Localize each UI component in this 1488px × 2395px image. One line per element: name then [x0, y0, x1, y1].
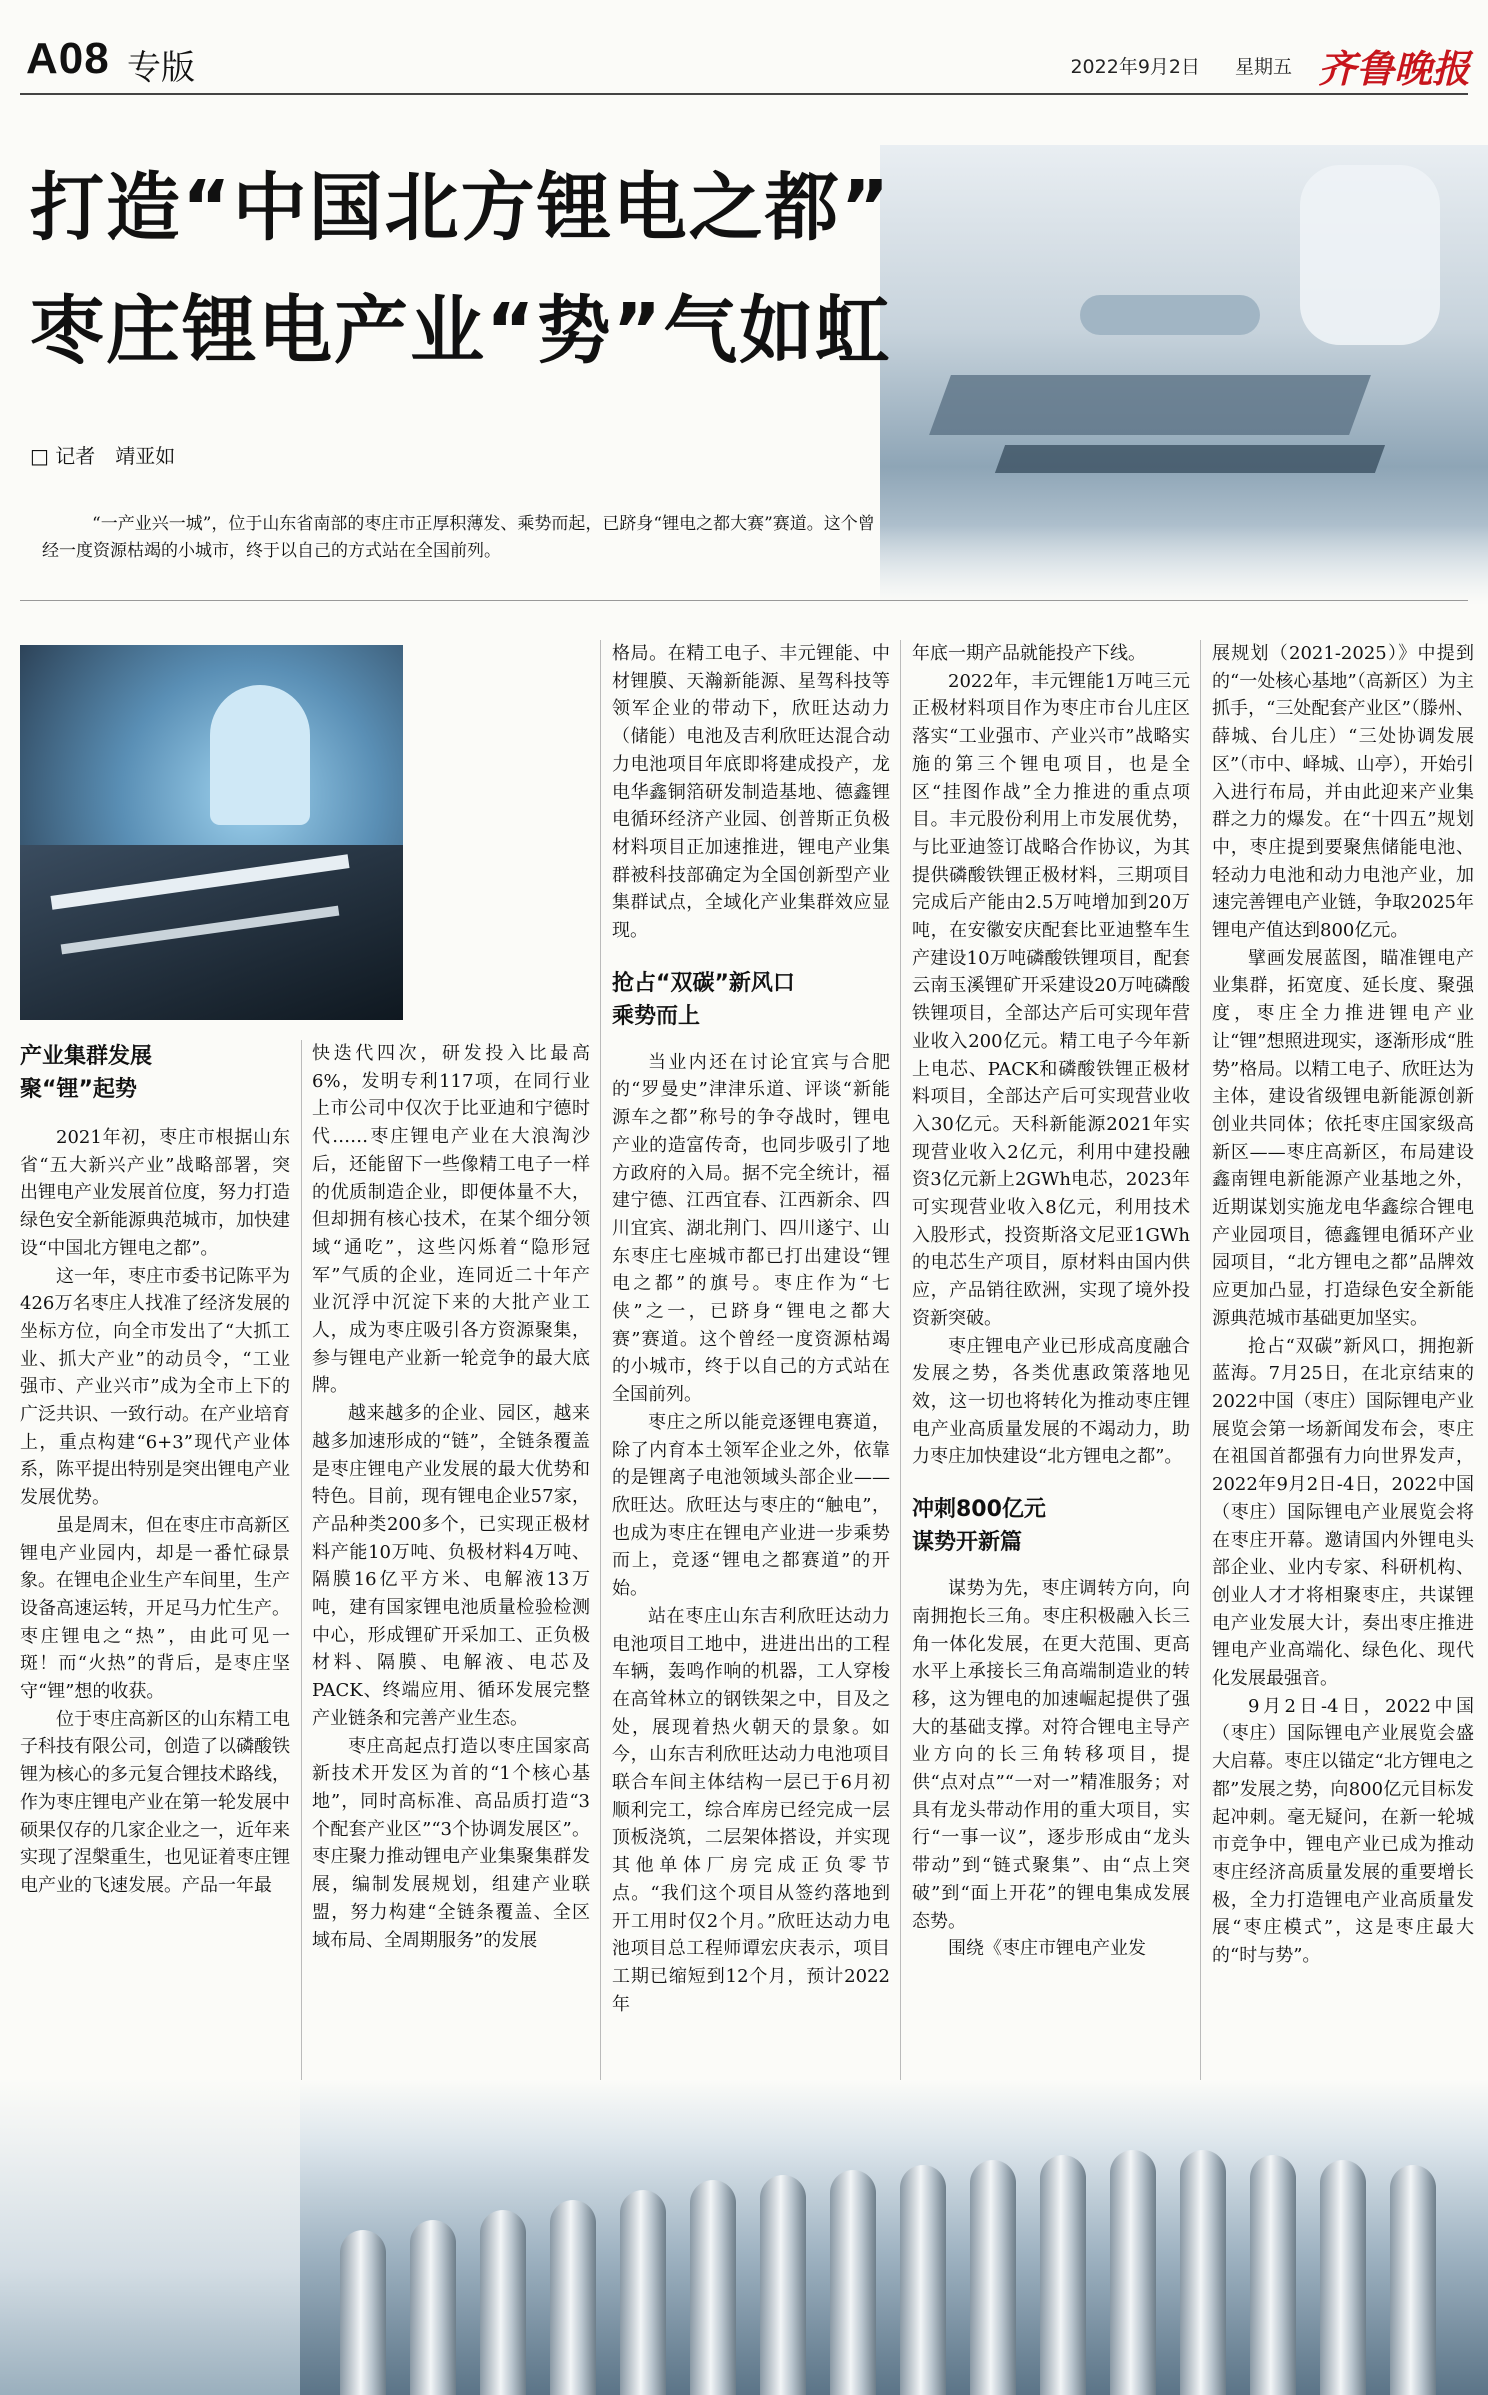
paragraph: 越来越多的企业、园区，越来越多加速形成的“链”，全链条覆盖是枣庄锂电产业发展的最大优势和特色。目前，现有锂电企业57家，产品种类200多个，已实现正极材料产能10万吨、负极材料4万吨、隔膜16亿平方米、电解液13万吨，建有国家锂电池质量检验检测中心，形成锂矿开采加工、正负极材料、隔膜、电解液、电芯及PACK、终端应用、循环发展完整产业链条和完善产业生态。 [312, 1403, 590, 1729]
headline-line-1: 打造“中国北方锂电之都” [30, 165, 892, 251]
column-divider [301, 1040, 302, 2080]
column-divider [1200, 640, 1201, 2085]
issue-weekday: 星期五 [1234, 56, 1292, 78]
article-column-4 [912, 640, 1190, 2080]
paragraph: 当业内还在讨论宜宾与合肥的“罗曼史”津津乐道、评谈“新能源车之都”称号的争夺战时，锂电产业的造富传奇，也同步吸引了地方政府的入局。据不完全统计，福建宁德、江西宜春、江西新余、四川宜宾、湖北荆门、四川遂宁、山东枣庄七座城市都已打出建设“锂电之都”的旗号。枣庄作为“七侠”之一，已跻身“锂电之都大赛”赛道。这个曾经一度资源枯竭的小城市，终于以自己的方式站在全国前列。 [612, 1051, 890, 1406]
lead-divider [20, 600, 1468, 601]
paragraph: 2022年，丰元锂能1万吨三元正极材料项目作为枣庄市台儿庄区落实“工业强市、产业兴市”战略实施的第三个锂电项目，也是全区“挂图作战”全力推进的重点项目。丰元股份利用上市发展优势，与比亚迪签订战略合作协议，为其提供磷酸铁锂正极材料，三期项目完成后产能由2.5万吨增加到20万吨，在安徽安庆配套比亚迪整车生产建设10万吨磷酸铁锂项目，配套云南玉溪锂矿开采建设20万吨磷酸铁锂项目，全部达产后可实现年营业收入200亿元。精工电子今年新上电芯、PACK和磷酸铁锂正极材料项目，全部达产后可实现营业收入30亿元。天科新能源2021年实现营业收入2亿元，利用中建投融资3亿元新上2GWh电芯，2023年可实现营业收入8亿元，利用技术入股形式，投资斯洛文尼亚1GWh的电芯生产项目，原材料由国内供应，产品销往欧洲，实现了境外投资新突破。 [912, 670, 1190, 1329]
paragraph: 枣庄之所以能竞逐锂电赛道，除了内育本土领军企业之外，依靠的是锂离子电池领域头部企业——欣旺达。欣旺达与枣庄的“触电”，也成为枣庄在锂电产业进一步乘势而上，竞逐“锂电之都赛道”的开始。 [612, 1411, 890, 1600]
paragraph: 谋势为先，枣庄调转方向，向南拥抱长三角。枣庄积极融入长三角一体化发展，在更大范围、更高水平上承接长三角高端制造业的转移，这为锂电的加速崛起提供了强大的基础支撑。对符合锂电主导产业方向的长三角转移项目，提供“点对点”“一对一”精准服务；对具有龙头带动作用的重大项目，实行“一事一议”，逐步形成由“龙头带动”到“链式聚集”、由“点上突破”到“面上开花”的锂电集成发展态势。 [912, 1578, 1190, 1932]
subhead-1-line-2: 聚“锂”起势 [20, 1077, 137, 1102]
lead-paragraph: “一产业兴一城”，位于山东省南部的枣庄市正厚积薄发、乘势而起，已跻身“锂电之都大赛”赛道。这个曾经一度资源枯竭的小城市，终于以自己的方式站在全国前列。 [42, 514, 875, 561]
paragraph: 2021年初，枣庄市根据山东省“五大新兴产业”战略部署，突出锂电产业发展首位度，努力打造绿色安全新能源典范城市，加快建设“中国北方锂电之都”。 [20, 1127, 290, 1259]
paragraph: 位于枣庄高新区的山东精工电子科技有限公司，创造了以磷酸铁锂为核心的多元复合锂技术路线，作为枣庄锂电产业在第一轮发展中硕果仅存的几家企业之一，近年来实现了涅槃重生，也见证着枣庄锂电产业的飞速发展。产品一年最 [20, 1708, 290, 1896]
paragraph: 快迭代四次，研发投入比最高6%，发明专利117项，在同行业上市公司中仅次于比亚迪和宁德时代……枣庄锂电产业在大浪淘沙后，还能留下一些像精工电子一样的优质制造企业，即便体量不大，但却拥有核心技术，在某个细分领域“通吃”，这些闪烁着“隐形冠军”气质的企业，连同近二十年产业沉浮中沉淀下来的大批产业工人，成为枣庄吸引各方资源聚集，参与锂电产业新一轮竞争的最大底牌。 [312, 1043, 590, 1397]
subhead-2-line-1: 抢占“双碳”新风口 [612, 970, 795, 996]
paragraph: 展规划（2021-2025）》中提到的“一处核心基地”（高新区）为主抓手，“三处配套产业区”（滕州、薛城、台儿庄）“三处协调发展区”（市中、峄城、山亭），开始引入进行布局，并由此迎来产业集群之力的爆发。在“十四五”规划中，枣庄提到要聚焦储能电池、轻动力电池和动力电池产业，加速完善锂电产业链，争取2025年锂电产值达到800亿元。 [1212, 643, 1474, 942]
battery-production-image [300, 2080, 1488, 2395]
paragraph: 9月2日-4日，2022中国（枣庄）国际锂电产业展览会盛大启幕。枣庄以锚定“北方锂电之都”发展之势，向800亿元目标发起冲刺。毫无疑问，在新一轮城市竞争中，锂电产业已成为推动枣庄经济高质量发展的重要增长极，全力打造锂电产业高质量发展“枣庄模式”，这是枣庄最大的“时与势”。 [1212, 1695, 1474, 1967]
paragraph: 枣庄锂电产业已形成高度融合发展之势，各类优惠政策落地见效，这一切也将转化为推动枣庄锂电产业高质量发展的不竭动力，助力枣庄加快建设“北方锂电之都”。 [912, 1335, 1190, 1468]
paragraph: 虽是周末，但在枣庄市高新区锂电产业园内，却是一番忙碌景象。在锂电企业生产车间里，生产设备高速运转，开足马力忙生产。枣庄锂电之“热”，由此可见一斑！而“火热”的背后，是枣庄坚守“锂”想的收获。 [20, 1514, 290, 1703]
subhead-1-line-1: 产业集群发展 [20, 1044, 153, 1069]
article-column-5 [1212, 640, 1474, 2080]
paragraph: 年底一期产品就能投产下线。 [912, 643, 1146, 664]
header-divider [20, 93, 1468, 95]
paragraph: 站在枣庄山东吉利欣旺达动力电池项目工地中，进进出出的工程车辆，轰鸣作响的机器，工人穿梭在高耸林立的钢铁架之中，目及之处，展现着热火朝天的景象。如今，山东吉利欣旺达动力电池项目联合车间主体结构一层已于6月初顺利完工，综合库房已经完成一层顶板浇筑，二层架体搭设，并实现其他单体厂房完成正负零节点。“我们这个项目从签约落地到开工用时仅2个月。”欣旺达动力电池项目总工程师谭宏庆表示，项目工期已缩短到12个月，预计2022年 [612, 1605, 890, 2015]
article-column-1 [20, 1040, 290, 2080]
worker-photo [20, 645, 403, 1020]
paragraph: 擘画发展蓝图，瞄准锂电产业集群，拓宽度、延长度、聚强度，枣庄全力推进锂电产业让“锂”想照进现实，逐渐形成“胜势”格局。以精工电子、欣旺达为主体，建设省级锂电新能源创新创业共同体；依托枣庄国家级高新区——枣庄高新区，布局建设鑫南锂电新能源产业基地之外，近期谋划实施龙电华鑫综合锂电产业园项目，德鑫锂电循环产业园项目，“北方锂电之都”品牌效应更加凸显，打造绿色安全新能源典范城市基础更加坚实。 [1212, 947, 1474, 1329]
paragraph: 围绕《枣庄市锂电产业发 [948, 1938, 1146, 1960]
article-column-3 [612, 640, 890, 2080]
byline: □ 记者 靖亚如 [30, 444, 176, 468]
battery-image-left [0, 2080, 300, 2395]
paragraph: 抢占“双碳”新风口，拥抱新蓝海。7月25日，在北京结束的2022中国（枣庄）国际锂电产业展览会第一场新闻发布会，枣庄在祖国首都强有力向世界发声，2022年9月2日-4日，2022中国（枣庄）国际锂电产业展览会将在枣庄开幕。邀请国内外锂电头部企业、业内专家、科研机构、创业人才才将相聚枣庄，共谋锂电产业发展大计，奏出枣庄推进锂电产业高端化、绿色化、现代化发展最强音。 [1212, 1335, 1474, 1690]
column-divider [900, 640, 901, 2085]
column-divider [600, 640, 601, 2085]
paragraph: 这一年，枣庄市委书记陈平为426万名枣庄人找准了经济发展的坐标方位，向全市发出了“大抓工业、抓大产业”的动员令，“工业强市、产业兴市”成为全市上下的广泛共识、一致行动。在产业培育上，重点构建“6+3”现代产业体系，陈平提出特别是突出锂电产业发展优势。 [20, 1265, 290, 1509]
subhead-2-line-2: 乘势而上 [612, 1003, 701, 1029]
newspaper-logo: 齐鲁晚报 [1317, 46, 1470, 91]
paragraph: 枣庄高起点打造以枣庄国家高新技术开发区为首的“1个核心基地”，同时高标准、高品质打造“3个配套产业区”“3个协调发展区”。枣庄聚力推动锂电产业集聚集群发展，编制发展规划，组建产业联盟，努力构建“全链条覆盖、全区域布局、全周期服务”的发展 [312, 1735, 590, 1951]
page-header [0, 0, 1488, 95]
hero-factory-image [880, 145, 1488, 605]
issue-date: 2022年9月2日 [1070, 56, 1200, 78]
subhead-3-line-1: 冲刺800亿元 [912, 1497, 1046, 1523]
page-code: A08 [26, 34, 110, 83]
subhead-3-line-2: 谋势开新篇 [912, 1530, 1023, 1556]
article-column-2 [312, 1040, 590, 2080]
paragraph: 格局。在精工电子、丰元锂能、中材锂膜、天瀚新能源、星驾科技等领军企业的带动下，欣旺达动力（储能）电池及吉利欣旺达混合动力电池项目年底即将建成投产，龙电华鑫铜箔研发制造基地、德鑫锂电循环经济产业园、创普斯正负极材料项目正加速推进，锂电产业集群被科技部确定为全国创新型产业集群试点，全域化产业集群效应显现。 [612, 643, 890, 942]
headline-line-2: 枣庄锂电产业“势”气如虹 [30, 288, 892, 374]
section-name: 专版 [127, 48, 195, 88]
